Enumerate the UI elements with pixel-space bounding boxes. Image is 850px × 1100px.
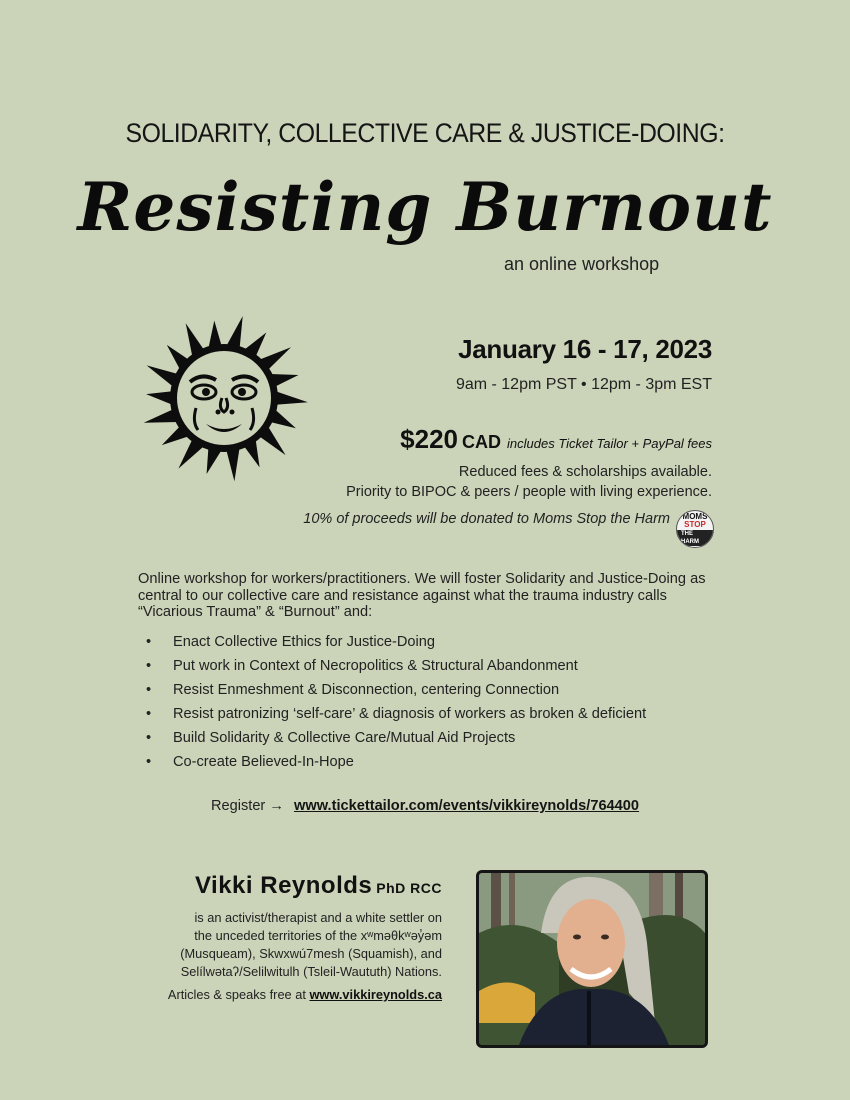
description-intro: Online workshop for workers/practitioners. We will foster Solidarity and Justice-Doing as central to our collective care and resistance against what the trauma industry calls “Vicarious Trauma” & “Burnout” and: bbox=[138, 571, 706, 620]
articles-line bbox=[168, 987, 442, 1002]
bullet-icon: • bbox=[146, 658, 152, 674]
articles-label: Articles & speaks free at bbox=[167, 987, 306, 1002]
presenter-bio bbox=[122, 909, 442, 981]
bullet-icon: • bbox=[146, 682, 152, 698]
bullet-icon: • bbox=[146, 706, 152, 722]
register-link[interactable]: www.tickettailor.com/events/vikkireynolds/764400 bbox=[294, 798, 640, 814]
list-item bbox=[146, 654, 646, 678]
register-line bbox=[0, 798, 850, 814]
list-item-text: Co-create Believed-In-Hope bbox=[173, 754, 354, 770]
workshop-subtitle: an online workshop bbox=[504, 254, 660, 274]
price-note: includes Ticket Tailor + PayPal fees bbox=[507, 436, 712, 451]
sun-ray bbox=[226, 316, 242, 348]
reduced-line-1: Reduced fees & scholarships available. bbox=[458, 464, 712, 480]
logo-line-3: THE HARM bbox=[677, 530, 713, 546]
arrow-right-icon: → bbox=[269, 798, 284, 814]
list-item bbox=[146, 702, 646, 726]
event-times: 9am - 12pm PST • 12pm - 3pm EST bbox=[455, 376, 712, 393]
sun-face-icon bbox=[136, 312, 312, 482]
bullet-icon: • bbox=[146, 730, 152, 746]
sun-ray bbox=[276, 391, 308, 404]
list-item-text: Resist Enmeshment & Disconnection, centering Connection bbox=[173, 682, 560, 698]
website-link[interactable]: www.vikkireynolds.ca bbox=[309, 987, 442, 1002]
sun-ray bbox=[226, 448, 239, 482]
price-amount: $220 bbox=[400, 424, 459, 454]
workshop-title: Resisting Burnout bbox=[77, 168, 773, 246]
presenter-credentials: PhD RCC bbox=[376, 880, 442, 896]
presenter-heading bbox=[195, 872, 442, 900]
list-item bbox=[146, 630, 646, 654]
logo-line-2: STOP bbox=[684, 519, 706, 529]
bio-line-2: the unceded territories of the xʷməθkʷəy̓əm bbox=[194, 928, 442, 943]
list-item-text: Put work in Context of Necropolitics & Structural Abandonment bbox=[173, 658, 578, 674]
sun-ray bbox=[146, 391, 172, 404]
bio-line-3: (Musqueam), Skwxwú7mesh (Squamish), and bbox=[180, 946, 442, 961]
proceeds-note: 10% of proceeds will be donated to Moms Stop the Harm bbox=[303, 511, 670, 527]
kicker-heading: SOLIDARITY, COLLECTIVE CARE & JUSTICE-DOING: bbox=[125, 118, 725, 148]
register-label: Register bbox=[210, 798, 266, 814]
presenter-portrait-image bbox=[479, 873, 705, 1045]
bio-line-1: is an activist/therapist and a white settler on bbox=[194, 910, 442, 925]
logo-line-1: MOMS bbox=[682, 511, 708, 521]
list-item bbox=[146, 678, 646, 702]
price-line bbox=[400, 424, 712, 455]
list-item-text: Enact Collective Ethics for Justice-Doing bbox=[173, 634, 435, 650]
bio-line-4: Selílwətaʔ/Selilwitulh (Tsleil-Waututh) Nations. bbox=[180, 964, 442, 979]
bullet-icon: • bbox=[146, 754, 152, 770]
list-item-text: Resist patronizing ‘self-care’ & diagnosis of workers as broken & deficient bbox=[173, 706, 647, 722]
list-item-text: Build Solidarity & Collective Care/Mutual Aid Projects bbox=[173, 730, 516, 746]
price-currency: CAD bbox=[462, 432, 502, 452]
moms-stop-the-harm-logo bbox=[676, 510, 714, 548]
presenter-photo bbox=[476, 870, 708, 1048]
reduced-fees-note bbox=[346, 462, 712, 502]
list-item bbox=[146, 750, 646, 774]
presenter-name: Vikki Reynolds bbox=[194, 872, 373, 899]
objectives-list bbox=[146, 630, 646, 774]
event-date: January 16 - 17, 2023 bbox=[458, 334, 712, 364]
reduced-line-2: Priority to BIPOC & peers / people with living experience. bbox=[346, 484, 712, 500]
bullet-icon: • bbox=[146, 634, 152, 650]
list-item bbox=[146, 726, 646, 750]
